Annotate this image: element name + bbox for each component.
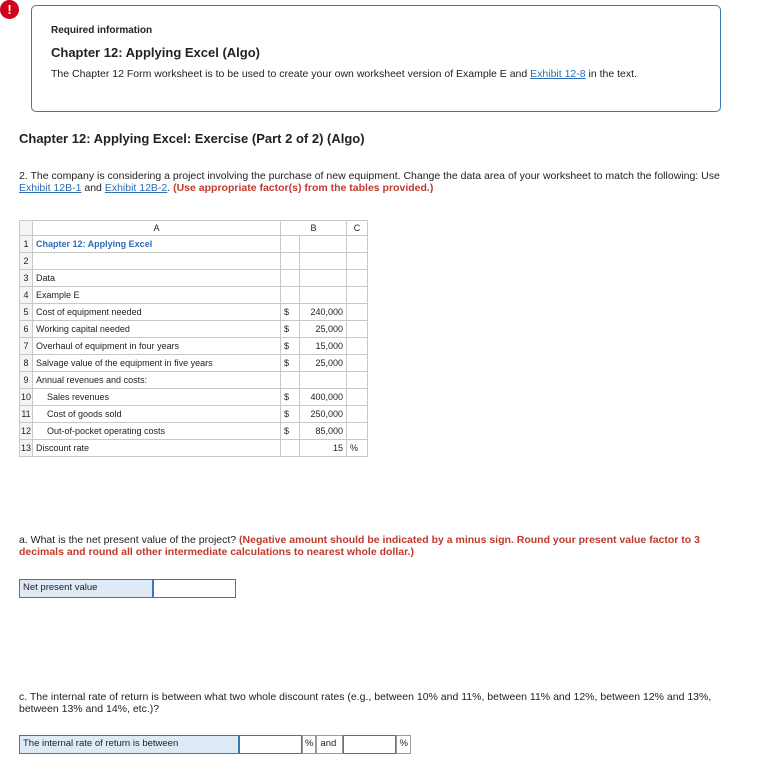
question-a: a. What is the net present value of the project? (Negative amount should be indicated by a minus sign. Round your present value factor to 3 decimals and round all other intermediate calculations to nearest whole dollar.) [19,534,700,558]
cell-b-value: 400,000 [300,389,347,406]
npv-answer-row [19,579,236,598]
chapter-title: Chapter 12: Applying Excel (Algo) [51,45,260,60]
sheet-row [20,423,368,440]
sheet-row [20,236,368,253]
row-number: 12 [20,423,33,440]
cell-b-value [300,270,347,287]
and-label: and [316,735,343,754]
row-number: 13 [20,440,33,457]
sheet-row [20,270,368,287]
cell-c [347,389,368,406]
sheet-row [20,355,368,372]
cell-b-value [300,253,347,270]
row-number: 7 [20,338,33,355]
question-c: c. The internal rate of return is between what two whole discount rates (e.g., between 10% and 11%, between 11% and 12%, between 12% and 13%, between 13% and 14%, etc.)? [19,691,712,715]
sheet-row [20,304,368,321]
sheet-row [20,440,368,457]
cell-b-value [300,236,347,253]
irr-lower-input[interactable] [239,735,302,754]
cell-b-currency [281,236,300,253]
info-text: The Chapter 12 Form worksheet is to be used to create your own worksheet version of Example E and Exhibit 12-8 in the text. [51,68,637,80]
cell-a: Annual revenues and costs: [33,372,281,389]
npv-label: Net present value [19,579,153,598]
row-number: 6 [20,321,33,338]
cell-b-currency [281,372,300,389]
cell-c: % [347,440,368,457]
cell-b-currency: $ [281,423,300,440]
row-number: 8 [20,355,33,372]
sheet-row [20,287,368,304]
sheet-row [20,253,368,270]
cell-b-currency: $ [281,321,300,338]
irr-upper-input[interactable] [343,735,396,754]
cell-a: Chapter 12: Applying Excel [33,236,281,253]
cell-a: Salvage value of the equipment in five years [33,355,281,372]
sheet-row [20,372,368,389]
irr-label: The internal rate of return is between [19,735,239,754]
cell-b-value: 240,000 [300,304,347,321]
cell-a: Overhaul of equipment in four years [33,338,281,355]
cell-c [347,355,368,372]
cell-a: Cost of goods sold [33,406,281,423]
row-number: 1 [20,236,33,253]
cell-a: Cost of equipment needed [33,304,281,321]
cell-b-currency: $ [281,304,300,321]
cell-b-value: 25,000 [300,321,347,338]
required-info-label: Required information [51,25,153,36]
cell-b-value [300,287,347,304]
cell-a: Out-of-pocket operating costs [33,423,281,440]
npv-input[interactable] [153,579,236,598]
cell-a: Sales revenues [33,389,281,406]
cell-a [33,253,281,270]
cell-b-value: 15 [300,440,347,457]
spreadsheet [19,220,368,457]
sheet-row [20,389,368,406]
cell-b-value: 250,000 [300,406,347,423]
cell-a: Working capital needed [33,321,281,338]
row-number: 2 [20,253,33,270]
exhibit-12b-2-link[interactable]: Exhibit 12B-2 [104,182,168,194]
cell-c [347,253,368,270]
column-header-b: B [281,221,347,236]
row-number: 9 [20,372,33,389]
cell-a: Data [33,270,281,287]
sheet-row [20,338,368,355]
row-number: 11 [20,406,33,423]
column-header-c: C [347,221,368,236]
cell-b-currency [281,270,300,287]
row-number: 5 [20,304,33,321]
cell-b-value [300,372,347,389]
cell-c [347,406,368,423]
cell-c [347,423,368,440]
alert-icon: ! [0,0,19,19]
sheet-row [20,406,368,423]
cell-c [347,338,368,355]
irr-upper-pct: % [396,735,410,754]
cell-b-value: 25,000 [300,355,347,372]
cell-b-value: 85,000 [300,423,347,440]
row-number: 10 [20,389,33,406]
section-title: Chapter 12: Applying Excel: Exercise (Part 2 of 2) (Algo) [19,131,365,146]
cell-b-currency [281,287,300,304]
sheet-row [20,321,368,338]
cell-b-currency: $ [281,338,300,355]
column-header-a: A [33,221,281,236]
cell-b-currency: $ [281,355,300,372]
cell-c [347,304,368,321]
cell-b-currency [281,253,300,270]
irr-lower-pct: % [302,735,316,754]
cell-a: Discount rate [33,440,281,457]
cell-c [347,236,368,253]
exhibit-12b-1-link[interactable]: Exhibit 12B-1 [19,182,82,194]
cell-c [347,321,368,338]
cell-b-currency [281,440,300,457]
irr-answer-row [19,735,411,754]
cell-b-currency: $ [281,406,300,423]
row-number: 4 [20,287,33,304]
cell-c [347,287,368,304]
cell-b-currency: $ [281,389,300,406]
cell-c [347,270,368,287]
question-2: 2. The company is considering a project involving the purchase of new equipment. Change the data area of your worksheet to match the following: Use Exhibit 12B-1 and Exhibit 12B-2. (Use appropriate factor(s) from the tables provided.) [19,170,720,194]
cell-a: Example E [33,287,281,304]
cell-c [347,372,368,389]
exhibit-12-8-link[interactable]: Exhibit 12-8 [530,68,586,80]
row-number: 3 [20,270,33,287]
cell-b-value: 15,000 [300,338,347,355]
